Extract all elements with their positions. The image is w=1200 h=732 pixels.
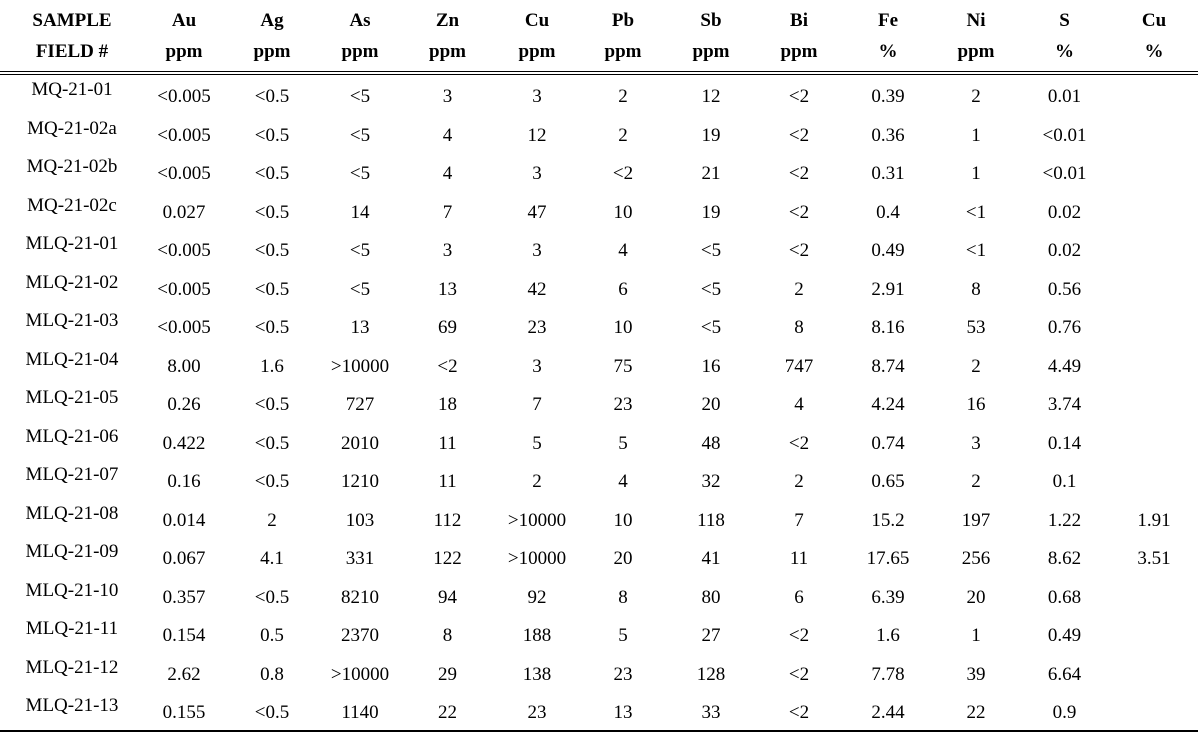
value-cell: 2 xyxy=(618,124,628,146)
value-cell: 19 xyxy=(701,201,721,223)
value-cell: 6 xyxy=(794,586,804,608)
column-unit-1: ppm xyxy=(144,36,224,73)
value-cell: 0.74 xyxy=(871,432,905,454)
value-cell: >10000 xyxy=(507,509,567,531)
value-cell: 2.91 xyxy=(871,278,905,300)
table-row xyxy=(0,191,1198,230)
table-row xyxy=(0,268,1198,307)
value-cell: 2 xyxy=(794,471,804,493)
value-cell: 29 xyxy=(438,663,457,685)
value-cell: 17.65 xyxy=(866,548,910,570)
table-row xyxy=(0,229,1198,268)
value-cell: 11 xyxy=(438,432,457,454)
value-cell: 32 xyxy=(701,471,721,493)
value-cell xyxy=(1110,114,1198,153)
value-cell: <0.01 xyxy=(1042,124,1087,146)
value-cell: <1 xyxy=(965,201,987,223)
value-cell: 20 xyxy=(966,586,986,608)
value-cell: 2 xyxy=(971,355,981,377)
value-cell: 48 xyxy=(701,432,721,454)
value-cell xyxy=(1110,460,1198,499)
sample-id-cell: MLQ-21-09 xyxy=(25,541,119,562)
value-cell: 92 xyxy=(527,586,547,608)
value-cell: 20 xyxy=(613,548,633,570)
table-row xyxy=(0,152,1198,191)
table-body xyxy=(0,73,1198,731)
value-cell xyxy=(1110,73,1198,114)
value-cell: 41 xyxy=(701,548,721,570)
value-cell: 8 xyxy=(618,586,628,608)
sample-id-cell: MLQ-21-08 xyxy=(25,502,119,524)
value-cell: <5 xyxy=(700,240,722,262)
header-row-units xyxy=(0,36,1198,73)
column-unit-3: ppm xyxy=(320,36,400,73)
table-row xyxy=(0,422,1198,461)
value-cell: 4 xyxy=(442,124,453,146)
value-cell: 1.6 xyxy=(260,355,284,377)
value-cell: <0.5 xyxy=(254,317,290,339)
value-cell xyxy=(1110,614,1198,653)
value-cell: 0.8 xyxy=(260,663,284,685)
value-cell: 3 xyxy=(532,240,542,262)
value-cell: 2 xyxy=(267,509,277,531)
value-cell: 6.64 xyxy=(1047,663,1082,685)
value-cell: 22 xyxy=(400,691,495,731)
column-header-12: Cu xyxy=(1141,10,1167,31)
value-cell: <5 xyxy=(349,240,371,262)
value-cell: 0.49 xyxy=(1047,625,1082,647)
value-cell: 1.91 xyxy=(1137,509,1171,531)
value-cell: 4.49 xyxy=(1047,355,1082,377)
value-cell: 0.76 xyxy=(1047,317,1082,339)
table-row xyxy=(0,537,1198,576)
value-cell: 2 xyxy=(794,278,804,300)
table-row xyxy=(0,614,1198,653)
value-cell: 8 xyxy=(971,278,981,300)
column-unit-5: ppm xyxy=(495,36,579,73)
column-header-9: Fe xyxy=(877,10,899,31)
value-cell: 69 xyxy=(438,317,457,339)
value-cell: 3 xyxy=(442,86,453,108)
value-cell: >10000 xyxy=(330,355,390,377)
table-header xyxy=(0,0,1198,73)
value-cell: 2370 xyxy=(341,625,379,647)
value-cell: 20 xyxy=(701,394,721,416)
value-cell: 5 xyxy=(618,432,628,454)
column-unit-7: ppm xyxy=(667,36,755,73)
value-cell: <2 xyxy=(755,691,843,731)
value-cell: 10 xyxy=(613,201,633,223)
column-header-4: Zn xyxy=(435,10,460,31)
value-cell: 1.22 xyxy=(1047,509,1082,531)
value-cell: 0.027 xyxy=(162,201,206,223)
value-cell: <2 xyxy=(788,201,810,223)
value-cell xyxy=(1110,229,1198,268)
value-cell: 3 xyxy=(532,163,542,185)
value-cell: <0.005 xyxy=(157,163,211,185)
value-cell: 0.39 xyxy=(871,86,905,108)
table-row xyxy=(0,691,1198,731)
value-cell: 4 xyxy=(618,240,628,262)
value-cell: 13 xyxy=(350,317,370,339)
column-unit-2: ppm xyxy=(224,36,320,73)
value-cell: <0.005 xyxy=(157,86,211,108)
column-header-7: Sb xyxy=(700,10,722,31)
value-cell: 2010 xyxy=(341,432,379,454)
value-cell: 727 xyxy=(345,394,375,416)
value-cell: 8.74 xyxy=(871,355,905,377)
column-header-1: Au xyxy=(171,10,197,31)
value-cell: 4.1 xyxy=(260,548,284,570)
value-cell: <0.5 xyxy=(254,432,290,454)
table-row xyxy=(0,114,1198,153)
value-cell: 138 xyxy=(522,663,552,685)
value-cell: 53 xyxy=(966,317,986,339)
value-cell: 0.31 xyxy=(871,163,905,185)
value-cell xyxy=(1110,268,1198,307)
value-cell: 33 xyxy=(667,691,755,731)
value-cell: <5 xyxy=(349,163,371,185)
value-cell: 22 xyxy=(933,691,1019,731)
column-header-3: As xyxy=(349,10,371,31)
value-cell: 7 xyxy=(794,509,804,531)
value-cell: 197 xyxy=(961,509,991,531)
value-cell: 16 xyxy=(701,355,721,377)
value-cell: <0.5 xyxy=(254,240,290,262)
value-cell: 8 xyxy=(442,625,453,647)
sample-id-cell: MLQ-21-12 xyxy=(25,656,119,678)
sample-id-cell: MQ-21-01 xyxy=(31,79,113,100)
value-cell: 0.26 xyxy=(167,394,201,416)
value-cell: <5 xyxy=(700,317,722,339)
sample-id-cell: MQ-21-02a xyxy=(27,117,117,139)
column-header-8: Bi xyxy=(790,10,808,31)
value-cell: 2 xyxy=(532,471,542,493)
value-cell: 0.01 xyxy=(1047,86,1082,108)
value-cell: 23 xyxy=(495,691,579,731)
value-cell: >10000 xyxy=(330,663,390,685)
value-cell: 0.1 xyxy=(1052,471,1077,493)
value-cell: 13 xyxy=(579,691,667,731)
value-cell: <5 xyxy=(349,278,371,300)
value-cell: 331 xyxy=(345,548,375,570)
value-cell: 0.14 xyxy=(1047,432,1082,454)
header-row-element-names xyxy=(0,0,1198,36)
value-cell: <0.5 xyxy=(254,163,290,185)
sample-id-cell: MLQ-21-03 xyxy=(25,310,119,331)
sample-id-cell: MLQ-21-02 xyxy=(25,271,119,293)
value-cell: 188 xyxy=(522,625,552,647)
value-cell: 4 xyxy=(442,163,453,185)
value-cell: 11 xyxy=(789,548,809,570)
column-unit-10: ppm xyxy=(933,36,1019,73)
value-cell: 103 xyxy=(345,509,375,531)
value-cell: 3 xyxy=(532,86,542,108)
value-cell: <2 xyxy=(788,124,810,146)
value-cell: <0.005 xyxy=(157,278,211,300)
value-cell: 8.00 xyxy=(167,355,201,377)
value-cell: 15.2 xyxy=(871,509,905,531)
value-cell: <2 xyxy=(788,163,810,185)
value-cell: 1210 xyxy=(341,471,379,493)
value-cell: 0.68 xyxy=(1047,586,1082,608)
value-cell: 0.155 xyxy=(144,691,224,731)
value-cell: <2 xyxy=(788,432,810,454)
value-cell: <0.5 xyxy=(254,394,290,416)
value-cell: 39 xyxy=(966,663,986,685)
column-header-5: Cu xyxy=(524,10,550,31)
value-cell: <0.5 xyxy=(254,124,290,146)
value-cell xyxy=(1110,383,1198,422)
value-cell: 18 xyxy=(438,394,457,416)
value-cell: 3.51 xyxy=(1137,548,1171,570)
table-row xyxy=(0,653,1198,692)
sample-id-cell: MLQ-21-05 xyxy=(25,387,119,408)
table-row xyxy=(0,383,1198,422)
value-cell: 6 xyxy=(618,278,628,300)
value-cell: 3 xyxy=(532,355,542,377)
column-unit-4: ppm xyxy=(400,36,495,73)
value-cell: 256 xyxy=(961,548,991,570)
value-cell: 1 xyxy=(971,163,981,185)
value-cell: 4 xyxy=(618,471,628,493)
value-cell: <2 xyxy=(788,240,810,262)
sample-id-cell: MLQ-21-01 xyxy=(25,233,119,254)
value-cell: <0.5 xyxy=(254,201,290,223)
sample-id-cell: MLQ-21-13 xyxy=(0,691,144,731)
table-row xyxy=(0,460,1198,499)
value-cell: 0.154 xyxy=(162,625,206,647)
value-cell: 0.49 xyxy=(871,240,905,262)
value-cell: 10 xyxy=(613,317,633,339)
value-cell: 1 xyxy=(971,124,981,146)
value-cell: 0.65 xyxy=(871,471,905,493)
value-cell: <0.005 xyxy=(157,124,211,146)
value-cell: 23 xyxy=(527,317,547,339)
value-cell: <0.5 xyxy=(224,691,320,731)
value-cell xyxy=(1110,576,1198,615)
value-cell: 0.16 xyxy=(167,471,201,493)
value-cell: 47 xyxy=(527,201,547,223)
value-cell: 42 xyxy=(527,278,547,300)
value-cell: 118 xyxy=(697,509,725,531)
value-cell: 75 xyxy=(613,355,633,377)
value-cell: 0.357 xyxy=(162,586,206,608)
value-cell xyxy=(1110,691,1198,731)
value-cell: <2 xyxy=(788,625,810,647)
value-cell: 0.02 xyxy=(1047,201,1082,223)
value-cell: 2 xyxy=(971,471,981,493)
value-cell: <5 xyxy=(349,86,371,108)
value-cell: 19 xyxy=(701,124,721,146)
column-unit-12: % xyxy=(1110,36,1198,73)
value-cell: 8.16 xyxy=(871,317,905,339)
value-cell: 5 xyxy=(532,432,542,454)
column-header-2: Ag xyxy=(260,10,284,31)
value-cell: 747 xyxy=(784,355,814,377)
value-cell: 4.24 xyxy=(871,394,905,416)
table-row xyxy=(0,73,1198,114)
value-cell xyxy=(1110,345,1198,384)
value-cell: 0.067 xyxy=(162,548,206,570)
value-cell: <0.5 xyxy=(254,586,290,608)
value-cell: 12 xyxy=(701,86,721,108)
value-cell: <5 xyxy=(349,124,371,146)
value-cell: 80 xyxy=(701,586,721,608)
value-cell: >10000 xyxy=(507,548,567,570)
value-cell: 2.62 xyxy=(167,663,201,685)
value-cell: 2 xyxy=(971,86,981,108)
value-cell: 2.44 xyxy=(843,691,933,731)
sample-id-cell: MLQ-21-11 xyxy=(25,618,119,639)
value-cell: 0.4 xyxy=(876,201,900,223)
value-cell: 7 xyxy=(532,394,542,416)
table-row xyxy=(0,345,1198,384)
value-cell: 2 xyxy=(618,86,628,108)
value-cell: <1 xyxy=(965,240,987,262)
value-cell xyxy=(1110,306,1198,345)
value-cell: 27 xyxy=(701,625,721,647)
table-row xyxy=(0,306,1198,345)
value-cell: 8210 xyxy=(341,586,379,608)
value-cell: <2 xyxy=(612,163,634,185)
value-cell: 8 xyxy=(794,317,804,339)
column-unit-0: FIELD # xyxy=(0,36,144,73)
value-cell: <2 xyxy=(788,86,810,108)
value-cell: 112 xyxy=(433,509,462,531)
sample-id-cell: MLQ-21-04 xyxy=(25,348,119,370)
value-cell: 14 xyxy=(350,201,370,223)
value-cell: <0.5 xyxy=(254,471,290,493)
value-cell: 23 xyxy=(613,394,633,416)
value-cell xyxy=(1110,653,1198,692)
value-cell xyxy=(1110,422,1198,461)
sample-id-cell: MLQ-21-06 xyxy=(25,425,119,447)
value-cell: <2 xyxy=(788,663,810,685)
column-unit-6: ppm xyxy=(579,36,667,73)
value-cell: 3 xyxy=(971,432,981,454)
column-header-0: SAMPLE xyxy=(32,10,112,31)
value-cell: 12 xyxy=(527,124,547,146)
column-unit-9: % xyxy=(843,36,933,73)
value-cell: 10 xyxy=(613,509,633,531)
value-cell: <0.5 xyxy=(254,86,290,108)
value-cell: 94 xyxy=(438,586,457,608)
column-header-11: S xyxy=(1059,10,1070,31)
sample-id-cell: MLQ-21-10 xyxy=(25,579,119,601)
column-unit-11: % xyxy=(1019,36,1110,73)
value-cell xyxy=(1110,152,1198,191)
column-header-6: Pb xyxy=(611,10,635,31)
value-cell: 1 xyxy=(971,625,981,647)
value-cell: 0.36 xyxy=(871,124,905,146)
value-cell: 0.02 xyxy=(1047,240,1082,262)
value-cell: 0.9 xyxy=(1019,691,1110,731)
value-cell: 6.39 xyxy=(871,586,905,608)
value-cell: 0.56 xyxy=(1047,278,1082,300)
value-cell: 5 xyxy=(618,625,628,647)
value-cell: 21 xyxy=(701,163,721,185)
value-cell: <0.005 xyxy=(157,317,211,339)
value-cell: 3.74 xyxy=(1047,394,1082,416)
value-cell: 1140 xyxy=(320,691,400,731)
value-cell: <2 xyxy=(437,355,458,377)
value-cell: 122 xyxy=(433,548,462,570)
value-cell: 16 xyxy=(966,394,986,416)
value-cell: 13 xyxy=(438,278,457,300)
value-cell: 0.422 xyxy=(162,432,206,454)
value-cell: 4 xyxy=(794,394,804,416)
value-cell xyxy=(1110,191,1198,230)
value-cell: <0.005 xyxy=(157,240,211,262)
value-cell: 7.78 xyxy=(871,663,905,685)
column-unit-8: ppm xyxy=(755,36,843,73)
value-cell: 1.6 xyxy=(876,625,900,647)
value-cell: 23 xyxy=(613,663,633,685)
sample-id-cell: MLQ-21-07 xyxy=(25,464,119,485)
table-row xyxy=(0,499,1198,538)
value-cell: <0.01 xyxy=(1042,163,1087,185)
sample-id-cell: MQ-21-02b xyxy=(26,156,118,177)
value-cell: 11 xyxy=(438,471,457,493)
value-cell: 3 xyxy=(442,240,453,262)
value-cell: <5 xyxy=(700,278,722,300)
sample-id-cell: MQ-21-02c xyxy=(27,194,117,216)
value-cell: <0.5 xyxy=(254,278,290,300)
value-cell: 0.5 xyxy=(260,625,284,647)
value-cell: 0.014 xyxy=(162,509,206,531)
column-header-10: Ni xyxy=(966,10,986,31)
value-cell: 128 xyxy=(696,663,726,685)
table-row xyxy=(0,576,1198,615)
value-cell: 7 xyxy=(442,201,453,223)
value-cell: 8.62 xyxy=(1047,548,1082,570)
